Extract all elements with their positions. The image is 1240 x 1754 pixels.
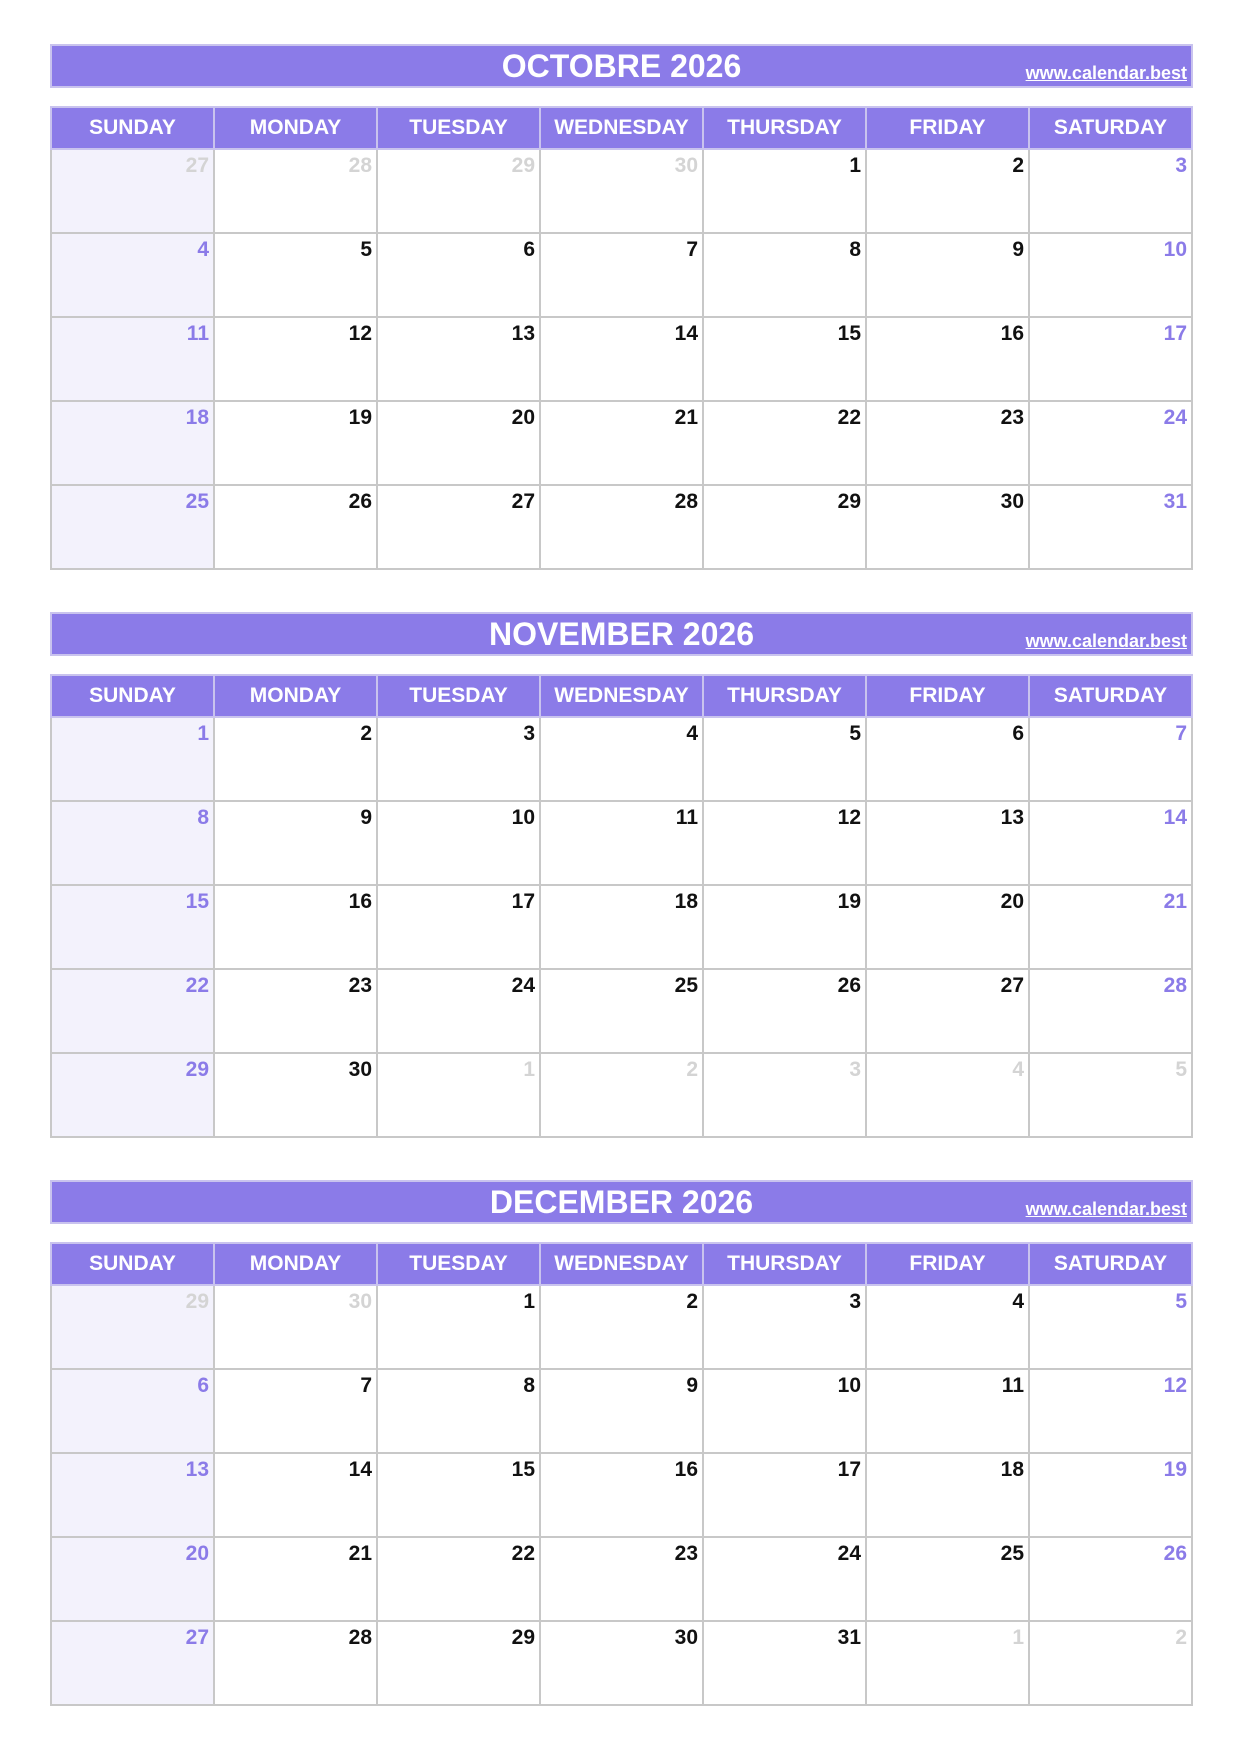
- day-cell[interactable]: [866, 1053, 1029, 1137]
- day-cell[interactable]: [51, 233, 214, 317]
- day-cell[interactable]: [377, 1621, 540, 1705]
- week-row: [51, 1369, 1192, 1453]
- weekday-header-row: [51, 1243, 1192, 1285]
- weekday-header: SATURDAY: [1029, 1243, 1192, 1285]
- day-number-other-month: 4: [1012, 1058, 1024, 1081]
- day-number: 8: [849, 238, 861, 261]
- week-row: [51, 401, 1192, 485]
- week-row: [51, 485, 1192, 569]
- weekday-header: SUNDAY: [51, 675, 214, 717]
- day-cell[interactable]: [214, 801, 377, 885]
- month-title: DECEMBER 2026: [489, 1184, 754, 1220]
- day-cell[interactable]: [1029, 1537, 1192, 1621]
- day-cell[interactable]: [51, 801, 214, 885]
- day-cell[interactable]: [866, 149, 1029, 233]
- day-number-other-month: 30: [674, 154, 698, 177]
- day-cell[interactable]: [540, 233, 703, 317]
- day-cell[interactable]: [703, 485, 866, 569]
- week-row: [51, 149, 1192, 233]
- day-cell[interactable]: [1029, 969, 1192, 1053]
- day-number: 10: [1163, 238, 1187, 261]
- day-cell[interactable]: [51, 1621, 214, 1705]
- day-cell[interactable]: [377, 149, 540, 233]
- day-number: 29: [185, 1058, 209, 1081]
- day-cell[interactable]: [51, 1537, 214, 1621]
- weekday-header: FRIDAY: [866, 1243, 1029, 1285]
- week-row: [51, 717, 1192, 801]
- day-number: 27: [1000, 974, 1024, 997]
- day-number: 15: [185, 890, 209, 913]
- day-cell[interactable]: [866, 1537, 1029, 1621]
- day-number: 15: [837, 322, 861, 345]
- day-cell[interactable]: [866, 969, 1029, 1053]
- day-number: 22: [511, 1542, 535, 1565]
- day-cell[interactable]: [377, 1369, 540, 1453]
- day-number: 31: [837, 1626, 861, 1649]
- day-number: 29: [511, 1626, 535, 1649]
- day-cell[interactable]: [51, 317, 214, 401]
- site-link[interactable]: www.calendar.best: [1025, 63, 1187, 83]
- day-number: 27: [185, 1626, 209, 1649]
- day-cell[interactable]: [1029, 885, 1192, 969]
- month-calendar: [50, 44, 1193, 579]
- day-cell[interactable]: [214, 1621, 377, 1705]
- day-number: 23: [348, 974, 372, 997]
- day-cell[interactable]: [1029, 1053, 1192, 1137]
- day-number: 22: [185, 974, 209, 997]
- day-number: 13: [1000, 806, 1024, 829]
- day-number: 14: [1163, 806, 1187, 829]
- day-cell[interactable]: [540, 149, 703, 233]
- day-number: 13: [511, 322, 535, 345]
- day-cell[interactable]: [1029, 1621, 1192, 1705]
- day-number-other-month: 2: [686, 1058, 698, 1081]
- day-cell[interactable]: [214, 401, 377, 485]
- day-cell[interactable]: [214, 485, 377, 569]
- day-cell[interactable]: [214, 1369, 377, 1453]
- month-calendar: [50, 612, 1193, 1147]
- week-row: [51, 969, 1192, 1053]
- day-number: 11: [675, 806, 698, 829]
- weekday-header: WEDNESDAY: [540, 107, 703, 149]
- day-number: 31: [1163, 490, 1187, 513]
- day-cell[interactable]: [51, 1369, 214, 1453]
- day-number: 17: [1163, 322, 1187, 345]
- day-number: 21: [348, 1542, 372, 1565]
- day-number: 25: [185, 490, 209, 513]
- day-number: 4: [1012, 1290, 1024, 1313]
- day-cell[interactable]: [214, 969, 377, 1053]
- day-number-other-month: 29: [185, 1290, 209, 1313]
- day-cell[interactable]: [540, 1369, 703, 1453]
- day-number: 2: [1012, 154, 1024, 177]
- site-link[interactable]: www.calendar.best: [1025, 1199, 1187, 1219]
- day-cell[interactable]: [866, 485, 1029, 569]
- day-number: 10: [837, 1374, 861, 1397]
- day-cell[interactable]: [866, 1369, 1029, 1453]
- day-number: 20: [185, 1542, 209, 1565]
- month-grid: [50, 674, 1193, 1138]
- day-cell[interactable]: [1029, 485, 1192, 569]
- day-number: 28: [1163, 974, 1187, 997]
- week-row: [51, 1537, 1192, 1621]
- week-row: [51, 885, 1192, 969]
- day-number: 1: [849, 154, 861, 177]
- day-number: 9: [686, 1374, 698, 1397]
- day-cell[interactable]: [1029, 1453, 1192, 1537]
- day-number: 18: [674, 890, 698, 913]
- day-number: 12: [348, 322, 372, 345]
- day-cell[interactable]: [214, 1453, 377, 1537]
- week-row: [51, 317, 1192, 401]
- month-title: NOVEMBER 2026: [489, 616, 754, 652]
- day-number: 7: [360, 1374, 372, 1397]
- day-number: 9: [360, 806, 372, 829]
- day-cell[interactable]: [540, 1453, 703, 1537]
- day-number: 3: [849, 1290, 861, 1313]
- day-number: 6: [523, 238, 535, 261]
- day-number: 24: [1163, 406, 1187, 429]
- day-cell[interactable]: [703, 1621, 866, 1705]
- day-cell[interactable]: [540, 1537, 703, 1621]
- week-row: [51, 1453, 1192, 1537]
- day-number-other-month: 2: [1175, 1626, 1187, 1649]
- day-cell[interactable]: [51, 969, 214, 1053]
- day-number-other-month: 5: [1175, 1058, 1187, 1081]
- day-cell[interactable]: [51, 717, 214, 801]
- day-cell[interactable]: [377, 317, 540, 401]
- day-cell[interactable]: [866, 401, 1029, 485]
- day-number: 7: [686, 238, 698, 261]
- week-row: [51, 1621, 1192, 1705]
- day-cell[interactable]: [51, 485, 214, 569]
- day-number: 14: [674, 322, 698, 345]
- day-number: 1: [197, 722, 209, 745]
- day-cell[interactable]: [377, 233, 540, 317]
- day-cell[interactable]: [377, 717, 540, 801]
- day-number: 23: [1000, 406, 1024, 429]
- month-grid: [50, 1242, 1193, 1706]
- month-title-bar: [50, 44, 1193, 88]
- weekday-header: WEDNESDAY: [540, 675, 703, 717]
- day-cell[interactable]: [866, 1285, 1029, 1369]
- weekday-header-row: [51, 107, 1192, 149]
- day-number: 3: [523, 722, 535, 745]
- day-number: 30: [1000, 490, 1024, 513]
- weekday-header: THURSDAY: [703, 1243, 866, 1285]
- day-number: 11: [1001, 1374, 1024, 1397]
- day-number: 11: [186, 322, 209, 345]
- day-cell[interactable]: [703, 1285, 866, 1369]
- day-number: 25: [1000, 1542, 1024, 1565]
- day-cell[interactable]: [540, 1053, 703, 1137]
- day-cell[interactable]: [540, 485, 703, 569]
- day-cell[interactable]: [703, 1537, 866, 1621]
- week-row: [51, 233, 1192, 317]
- month-title-bar: [50, 1180, 1193, 1224]
- day-number: 28: [348, 1626, 372, 1649]
- day-number: 10: [511, 806, 535, 829]
- day-number: 24: [511, 974, 535, 997]
- weekday-header: SATURDAY: [1029, 107, 1192, 149]
- weekday-header: MONDAY: [214, 1243, 377, 1285]
- day-number: 29: [837, 490, 861, 513]
- day-cell[interactable]: [377, 401, 540, 485]
- weekday-header: MONDAY: [214, 675, 377, 717]
- day-number: 7: [1175, 722, 1187, 745]
- day-cell[interactable]: [51, 149, 214, 233]
- day-cell[interactable]: [51, 885, 214, 969]
- day-cell[interactable]: [377, 969, 540, 1053]
- day-cell[interactable]: [377, 885, 540, 969]
- day-cell[interactable]: [51, 1053, 214, 1137]
- weekday-header: SUNDAY: [51, 1243, 214, 1285]
- day-cell[interactable]: [703, 401, 866, 485]
- day-cell[interactable]: [540, 401, 703, 485]
- weekday-header: THURSDAY: [703, 675, 866, 717]
- month-calendar: [50, 1180, 1193, 1715]
- day-cell[interactable]: [214, 149, 377, 233]
- day-cell[interactable]: [51, 1453, 214, 1537]
- week-row: [51, 801, 1192, 885]
- day-number: 30: [674, 1626, 698, 1649]
- day-cell[interactable]: [540, 717, 703, 801]
- day-cell[interactable]: [866, 801, 1029, 885]
- day-number: 30: [348, 1058, 372, 1081]
- day-number: 14: [348, 1458, 372, 1481]
- day-number: 12: [837, 806, 861, 829]
- day-number: 16: [674, 1458, 698, 1481]
- day-number: 17: [837, 1458, 861, 1481]
- weekday-header: THURSDAY: [703, 107, 866, 149]
- month-grid: [50, 106, 1193, 570]
- day-cell[interactable]: [1029, 1369, 1192, 1453]
- day-cell[interactable]: [540, 969, 703, 1053]
- day-number: 22: [837, 406, 861, 429]
- day-number-other-month: 27: [185, 154, 209, 177]
- day-number: 8: [523, 1374, 535, 1397]
- day-cell[interactable]: [377, 1053, 540, 1137]
- day-cell[interactable]: [703, 1053, 866, 1137]
- day-cell[interactable]: [1029, 401, 1192, 485]
- calendar-page: [50, 44, 1193, 1748]
- day-number: 12: [1163, 1374, 1187, 1397]
- day-number-other-month: 29: [511, 154, 535, 177]
- day-cell[interactable]: [703, 885, 866, 969]
- day-cell[interactable]: [1029, 801, 1192, 885]
- day-number: 3: [1175, 154, 1187, 177]
- day-cell[interactable]: [703, 1453, 866, 1537]
- day-cell[interactable]: [1029, 149, 1192, 233]
- week-row: [51, 1285, 1192, 1369]
- day-number: 9: [1012, 238, 1024, 261]
- day-cell[interactable]: [703, 149, 866, 233]
- weekday-header: SUNDAY: [51, 107, 214, 149]
- day-number: 27: [511, 490, 535, 513]
- weekday-header: FRIDAY: [866, 675, 1029, 717]
- day-cell[interactable]: [703, 1369, 866, 1453]
- day-number: 4: [686, 722, 698, 745]
- day-number: 26: [837, 974, 861, 997]
- day-number: 26: [1163, 1542, 1187, 1565]
- day-cell[interactable]: [703, 233, 866, 317]
- day-number: 17: [511, 890, 535, 913]
- day-cell[interactable]: [1029, 233, 1192, 317]
- day-number: 5: [360, 238, 372, 261]
- day-cell[interactable]: [703, 969, 866, 1053]
- day-number: 24: [837, 1542, 861, 1565]
- day-cell[interactable]: [703, 801, 866, 885]
- day-cell[interactable]: [540, 801, 703, 885]
- day-cell[interactable]: [51, 1285, 214, 1369]
- day-cell[interactable]: [1029, 1285, 1192, 1369]
- day-number: 8: [197, 806, 209, 829]
- day-cell[interactable]: [866, 1453, 1029, 1537]
- day-cell[interactable]: [866, 717, 1029, 801]
- day-cell[interactable]: [540, 317, 703, 401]
- day-number-other-month: 30: [348, 1290, 372, 1313]
- day-number: 18: [185, 406, 209, 429]
- day-number: 19: [348, 406, 372, 429]
- day-number: 2: [360, 722, 372, 745]
- day-cell[interactable]: [540, 1621, 703, 1705]
- day-cell[interactable]: [377, 801, 540, 885]
- day-number-other-month: 1: [1012, 1626, 1024, 1649]
- day-cell[interactable]: [866, 1621, 1029, 1705]
- week-row: [51, 1053, 1192, 1137]
- day-number: 1: [523, 1290, 535, 1313]
- day-number: 16: [348, 890, 372, 913]
- day-number: 13: [185, 1458, 209, 1481]
- day-cell[interactable]: [866, 317, 1029, 401]
- weekday-header: TUESDAY: [377, 675, 540, 717]
- day-cell[interactable]: [51, 401, 214, 485]
- day-cell[interactable]: [214, 1285, 377, 1369]
- day-number: 2: [686, 1290, 698, 1313]
- site-link[interactable]: www.calendar.best: [1025, 631, 1187, 651]
- day-number: 19: [837, 890, 861, 913]
- weekday-header: TUESDAY: [377, 107, 540, 149]
- day-cell[interactable]: [377, 1285, 540, 1369]
- weekday-header: SATURDAY: [1029, 675, 1192, 717]
- weekday-header: FRIDAY: [866, 107, 1029, 149]
- day-number: 23: [674, 1542, 698, 1565]
- day-cell[interactable]: [866, 885, 1029, 969]
- day-number: 21: [1163, 890, 1187, 913]
- month-title: OCTOBRE 2026: [501, 48, 742, 84]
- day-cell[interactable]: [703, 317, 866, 401]
- weekday-header: MONDAY: [214, 107, 377, 149]
- weekday-header: WEDNESDAY: [540, 1243, 703, 1285]
- day-cell[interactable]: [377, 485, 540, 569]
- day-cell[interactable]: [1029, 317, 1192, 401]
- day-cell[interactable]: [703, 717, 866, 801]
- day-cell[interactable]: [214, 717, 377, 801]
- day-number: 4: [197, 238, 209, 261]
- day-number: 15: [511, 1458, 535, 1481]
- day-number: 18: [1000, 1458, 1024, 1481]
- day-cell[interactable]: [866, 233, 1029, 317]
- day-cell[interactable]: [377, 1537, 540, 1621]
- day-cell[interactable]: [1029, 717, 1192, 801]
- day-number: 5: [849, 722, 861, 745]
- day-number-other-month: 28: [348, 154, 372, 177]
- day-number: 6: [197, 1374, 209, 1397]
- day-number-other-month: 3: [849, 1058, 861, 1081]
- day-number: 20: [1000, 890, 1024, 913]
- day-number: 5: [1175, 1290, 1187, 1313]
- day-cell[interactable]: [214, 233, 377, 317]
- day-cell[interactable]: [214, 885, 377, 969]
- day-cell[interactable]: [214, 1537, 377, 1621]
- weekday-header: TUESDAY: [377, 1243, 540, 1285]
- day-cell[interactable]: [214, 317, 377, 401]
- day-number: 20: [511, 406, 535, 429]
- day-number: 26: [348, 490, 372, 513]
- day-cell[interactable]: [540, 885, 703, 969]
- day-number: 28: [674, 490, 698, 513]
- day-cell[interactable]: [540, 1285, 703, 1369]
- day-number: 25: [674, 974, 698, 997]
- day-number: 6: [1012, 722, 1024, 745]
- day-cell[interactable]: [377, 1453, 540, 1537]
- day-cell[interactable]: [214, 1053, 377, 1137]
- day-number: 21: [674, 406, 698, 429]
- day-number: 19: [1163, 1458, 1187, 1481]
- month-title-bar: [50, 612, 1193, 656]
- day-number: 16: [1000, 322, 1024, 345]
- day-number-other-month: 1: [523, 1058, 535, 1081]
- weekday-header-row: [51, 675, 1192, 717]
